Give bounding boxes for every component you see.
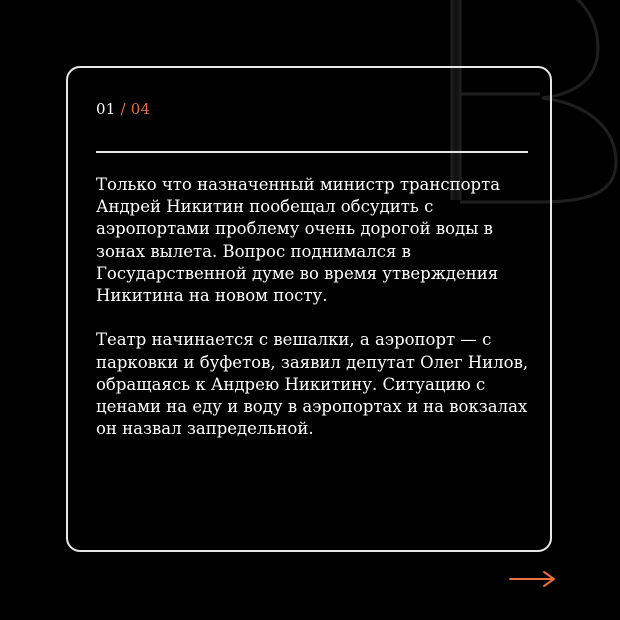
content-card bbox=[66, 66, 552, 552]
page-counter-total: 04 bbox=[130, 100, 151, 118]
page-counter-separator: / bbox=[115, 100, 131, 118]
divider bbox=[96, 151, 528, 153]
paragraph: Театр начинается с вешалки, а аэропорт — с парковки и буфетов, заявил депутат Олег Нилов, обращаясь к Андрею Никитину. Ситуацию с ценами на еду и воду в аэропортах и на вокзалах он назвал запредельной. bbox=[96, 330, 529, 439]
page-counter-current: 01 bbox=[96, 100, 116, 118]
article-text bbox=[96, 174, 536, 440]
paragraph: Только что назначенный министр транспорта Андрей Никитин пообещал обсудить с аэропортами проблему очень дорогой воды в зонах вылета. Вопрос поднимался в Государственной думе во время утверждения Никитина на новом посту. bbox=[96, 175, 501, 306]
page-counter bbox=[96, 100, 150, 118]
arrow-right-icon[interactable] bbox=[508, 570, 558, 588]
